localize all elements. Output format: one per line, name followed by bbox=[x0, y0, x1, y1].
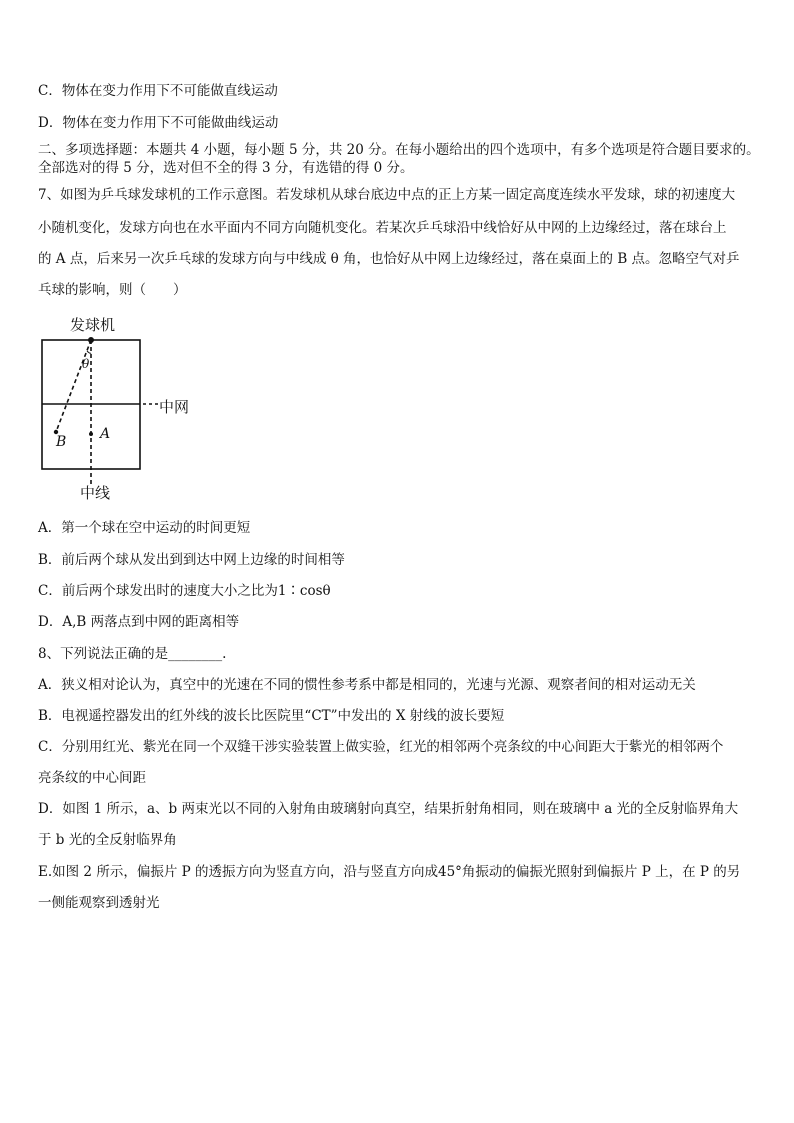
centerline-label: 中线 bbox=[80, 484, 111, 502]
line-d: D．物体在变力作用下不可能做曲线运动 bbox=[38, 115, 279, 131]
option-8c-line1: C．分别用红光、紫光在同一个双缝干涉实验装置上做实验，红光的相邻两个亮条纹的中心间距大于紫光的相邻两个 bbox=[38, 739, 724, 755]
option-8d-line2: 于 b 光的全反射临界角 bbox=[38, 832, 177, 848]
question-7-line4: 乓球的影响，则（ ） bbox=[38, 282, 187, 298]
question-7-line3: 的 A 点，后来另一次乒乓球的发球方向与中线成 θ 角，也恰好从中网上边缘经过，落在桌面上的 B 点。忽略空气对乒 bbox=[38, 251, 740, 267]
option-8e-line1: E.如图 2 所示，偏振片 P 的透振方向为竖直方向，沿与竖直方向成45°角振动的偏振光照射到偏振片 P 上，在 P 的另 bbox=[38, 864, 741, 880]
question-8: 8、下列说法正确的是________. bbox=[38, 646, 227, 662]
launcher-label: 发球机 bbox=[70, 316, 116, 334]
point-a-dot bbox=[89, 432, 93, 436]
theta-arc bbox=[87, 351, 91, 353]
launcher-dot bbox=[88, 337, 94, 343]
option-8c-line2: 亮条纹的中心间距 bbox=[38, 770, 146, 786]
figure-drawing bbox=[30, 310, 230, 510]
theta-label: θ bbox=[82, 357, 90, 371]
section-heading: 二、多项选择题：本题共 4 小题，每小题 5 分，共 20 分。在每小题给出的四个选项中，有多个选项是符合题目要求的。 bbox=[38, 142, 760, 158]
option-7a: A．第一个球在空中运动的时间更短 bbox=[38, 520, 251, 536]
option-8a: A．狭义相对论认为，真空中的光速在不同的惯性参考系中都是相同的，光速与光源、观察者间的相对运动无关 bbox=[38, 677, 696, 693]
ping-pong-figure bbox=[30, 310, 230, 510]
option-7d: D．A,B 两落点到中网的距离相等 bbox=[38, 614, 240, 630]
line-c: C．物体在变力作用下不可能做直线运动 bbox=[38, 83, 278, 99]
option-8b: B．电视遥控器发出的红外线的波长比医院里“CT”中发出的 X 射线的波长要短 bbox=[38, 708, 505, 724]
option-8d-line1: D．如图 1 所示，a、b 两束光以不同的入射角由玻璃射向真空，结果折射角相同，则在玻璃中 a 光的全反射临界角大 bbox=[38, 801, 739, 817]
question-7-line1: 7、如图为乒乓球发球机的工作示意图。若发球机从球台底边中点的正上方某一固定高度连续水平发球，球的初速度大 bbox=[38, 187, 736, 203]
option-7b: B．前后两个球从发出到到达中网上边缘的时间相等 bbox=[38, 552, 345, 568]
option-7c: C．前后两个球发出时的速度大小之比为1∶cosθ bbox=[38, 583, 331, 599]
section-scoring: 全部选对的得 5 分，选对但不全的得 3 分，有选错的得 0 分。 bbox=[38, 160, 414, 176]
net-label: 中网 bbox=[159, 398, 190, 416]
trajectory-b bbox=[56, 340, 91, 432]
option-8e-line2: 一侧能观察到透射光 bbox=[38, 895, 160, 911]
point-b-label: B bbox=[56, 434, 67, 450]
question-7-line2: 小随机变化，发球方向也在水平面内不同方向随机变化。若某次乒乓球沿中线恰好从中网的上边缘经过，落在球台上 bbox=[38, 220, 727, 236]
point-a-label: A bbox=[100, 426, 111, 442]
